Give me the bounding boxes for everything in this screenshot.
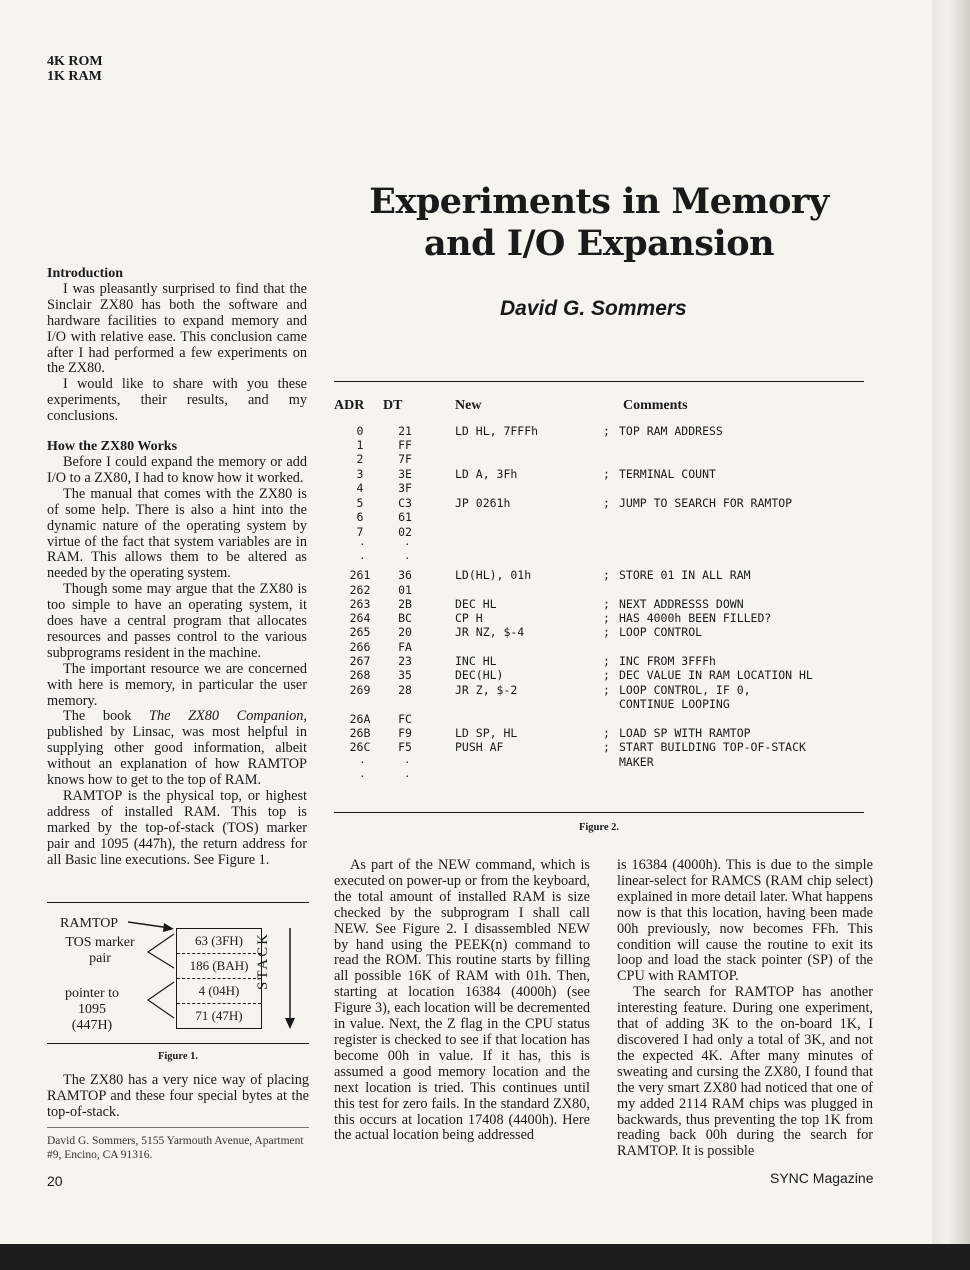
continuation-dot: · <box>360 538 365 553</box>
listing-comment-cell: LOOP CONTROL, IF 0, <box>619 683 751 697</box>
author-byline: David G. Sommers <box>500 297 687 320</box>
listing-adr-cell: 6 <box>356 510 364 524</box>
continuation-dot: · <box>405 770 410 785</box>
listing-dt-cell: C3 <box>398 496 412 510</box>
listing-dt-cell: 61 <box>398 510 412 524</box>
listing-adr-cell: 262 <box>349 583 371 597</box>
listing-new-cell: INC HL <box>455 654 497 668</box>
listing-comment-cell: TERMINAL COUNT <box>619 467 716 481</box>
continuation-dot: · <box>360 756 365 771</box>
paragraph: RAMTOP is the physical top, or highest address of installed RAM. This top is marked by the top-of-stack (TOS) marker pair and 1095 (447h), the return address for all Basic line executions. See Figure 1. <box>47 788 307 868</box>
listing-dt-cell: F9 <box>398 726 412 740</box>
scan-background <box>0 1244 970 1270</box>
listing-new-cell: JP 0261h <box>455 496 511 510</box>
listing-dt-cell: FA <box>398 640 412 654</box>
listing-dt-cell: 23 <box>398 654 412 668</box>
continuation-dot: · <box>405 552 410 567</box>
figure-2-bottom-rule <box>334 812 864 813</box>
listing-dt-cell: 2B <box>398 597 412 611</box>
listing-adr-cell: 26A <box>349 712 371 726</box>
stack-cell: 4 (04H) <box>198 983 240 998</box>
listing-dt-cell: FC <box>398 712 412 726</box>
listing-dt-cell: 21 <box>398 424 412 438</box>
listing-comment-cell: MAKER <box>619 755 654 769</box>
col-header-comments: Comments <box>623 398 688 413</box>
listing-sc-cell: ; <box>603 654 610 668</box>
listing-adr-cell: 265 <box>349 625 371 639</box>
col-header-new: New <box>455 398 482 413</box>
page-edge <box>932 0 970 1244</box>
figure-1-bottom-rule <box>47 1043 309 1044</box>
listing-comment-cell: STORE 01 IN ALL RAM <box>619 568 751 582</box>
listing-adr-cell: 0 <box>356 424 364 438</box>
listing-comment-cell: HAS 4000h BEEN FILLED? <box>619 611 772 625</box>
listing-adr-cell: 26B <box>349 726 371 740</box>
listing-adr-cell: 264 <box>349 611 371 625</box>
listing-sc-cell: ; <box>603 467 610 481</box>
listing-adr-cell: 261 <box>349 568 371 582</box>
section-label-ram: 1K RAM <box>47 69 102 84</box>
paragraph: The important resource we are concerned with here is memory, in particular the user memory. <box>47 660 307 709</box>
paragraph: I was pleasantly surprised to find that the Sinclair ZX80 has both the software and hardware facilities to expand memory and I/O with relative ease. This conclusion came after I had performed a few experiments on the ZX80. <box>47 280 307 377</box>
listing-new-cell: CP H <box>455 611 483 625</box>
title-line-1: Experiments in Memory <box>369 181 829 222</box>
listing-dt-cell: 36 <box>398 568 412 582</box>
section-label-rom: 4K ROM <box>47 54 103 69</box>
column-1 <box>47 266 307 869</box>
listing-new-cell: LD(HL), 01h <box>455 568 532 582</box>
stack-cell: 63 (3FH) <box>194 933 244 948</box>
magazine-name: SYNC Magazine <box>770 1170 874 1186</box>
heading-introduction: Introduction <box>47 266 123 281</box>
listing-sc-cell: ; <box>603 726 610 740</box>
stack-label: STACK <box>255 932 271 990</box>
listing-dt-cell: 01 <box>398 583 412 597</box>
listing-sc-cell: ; <box>603 424 610 438</box>
paragraph: I would like to share with you these experiments, their results, and my conclusions. <box>47 376 307 425</box>
title-line-2: and I/O Expansion <box>423 223 775 264</box>
stack-cell: 71 (47H) <box>195 1008 243 1023</box>
listing-sc-cell: ; <box>603 668 610 682</box>
arrowhead-icon <box>163 923 174 932</box>
continuation-dot: · <box>405 538 410 553</box>
listing-dt-cell: 3E <box>398 467 412 481</box>
listing-new-cell: LD A, 3Fh <box>455 467 518 481</box>
listing-sc-cell: ; <box>603 740 610 754</box>
column-2: As part of the NEW command, which is executed on power-up or from the keyboard, the total amount of installed RAM is size checked by the subprogram I shall call NEW. See Figure 2. I disassembled NEW by hand using the PEEK(n) command to read the ROM. This routine starts by filling all possible 16K of RAM with 01h. Then, starting at location 16384 (4000h) (see Figure 3), each location will be decremented in value. Next, the Z flag in the CPU status register is checked to see if that location has become 00h in value. If it has, this is assumed a good memory location and the next location is tried. This continues until this test for zero fails. In the standard ZX80, this occurs at location 17408 (4400h). Here the actual location being addressed <box>334 857 590 1144</box>
listing-adr-cell: 5 <box>356 496 364 510</box>
listing-sc-cell: ; <box>603 568 610 582</box>
listing-sc-cell: ; <box>603 625 610 639</box>
ramtop-label: RAMTOP <box>60 916 119 931</box>
figure-1-description: The ZX80 has a very nice way of placing RAMTOP and these four special bytes at the top-of-stack. <box>47 1072 309 1120</box>
listing-new-cell: DEC(HL) <box>455 668 504 682</box>
listing-sc-cell: ; <box>603 683 610 697</box>
listing-adr-cell: 269 <box>349 683 371 697</box>
listing-comment-cell: JUMP TO SEARCH FOR RAMTOP <box>619 496 793 510</box>
pointer-label: pointer to 1095 (447H) <box>64 986 120 1033</box>
listing-dt-cell: 28 <box>398 683 412 697</box>
paragraph: The manual that comes with the ZX80 is of some help. There is also a hint into the dynamic nature of the operating system by virtue of the fact that system variables are in RAM. This allows them to be altered as needed by the operating system. <box>47 485 307 582</box>
listing-comment-cell: CONTINUE LOOPING <box>619 697 730 711</box>
stack-down-arrow-icon <box>282 928 298 1030</box>
continuation-dot: · <box>405 756 410 771</box>
listing-dt-cell: 35 <box>398 668 412 682</box>
listing-new-cell: DEC HL <box>455 597 497 611</box>
listing-adr-cell: 2 <box>356 452 364 466</box>
col-header-adr: ADR <box>334 398 365 413</box>
listing-dt-cell: 3F <box>398 481 412 495</box>
listing-adr-cell: 26C <box>349 740 371 754</box>
article-title <box>334 181 864 265</box>
listing-comment-cell: LOAD SP WITH RAMTOP <box>619 726 751 740</box>
listing-dt-cell: BC <box>398 611 412 625</box>
listing-comment-cell: TOP RAM ADDRESS <box>619 424 723 438</box>
listing-dt-cell: FF <box>398 438 412 452</box>
listing-comment-cell: START BUILDING TOP-OF-STACK <box>619 740 806 754</box>
listing-adr-cell: 4 <box>356 481 364 495</box>
listing-adr-cell: 268 <box>349 668 371 682</box>
section-label <box>47 54 103 84</box>
pointer-bracket-icon <box>148 982 174 1018</box>
listing-comment-cell: LOOP CONTROL <box>619 625 703 639</box>
listing-sc-cell: ; <box>603 496 610 510</box>
listing-adr-cell: 1 <box>356 438 364 452</box>
listing-new-cell: LD SP, HL <box>455 726 518 740</box>
listing-new-cell: JR NZ, $-4 <box>455 625 525 639</box>
listing-adr-cell: 3 <box>356 467 364 481</box>
listing-new-cell: LD HL, 7FFFh <box>455 424 539 438</box>
listing-comment-cell: INC FROM 3FFFh <box>619 654 716 668</box>
listing-comment-cell: NEXT ADDRESSS DOWN <box>619 597 744 611</box>
column-3: is 16384 (4000h). This is due to the simple linear-select for RAMCS (RAM chip select) explained in more detail later. What happens now is that this location, having been made 00h previously, now becomes FFh. This condition will cause the routine to exit its loop and load the stack pointer (SP) of the CPU with RAMTOP. The search for RAMTOP has another interesting feature. During one experiment, that of adding 3K to the on-board 1K, I discovered I had only a total of 3K, and not the expected 4K. After many minutes of sweating and cursing the ZX80, I found that the very smart ZX80 had noticed that one of my added 2114 RAM chips was plugged in backwards, thus preventing the top 1K from reading back 00h during the search for RAMTOP. It is possible <box>617 857 873 1160</box>
listing-new-cell: JR Z, $-2 <box>455 683 518 697</box>
tos-bracket-icon <box>148 934 174 968</box>
continuation-dot: · <box>360 770 365 785</box>
paragraph: The book The ZX80 Companion, published by Linsac, was most helpful in supplying other good information, albeit without an explanation of how RAMTOP knows how to get to the top of RAM. <box>47 708 307 789</box>
figure-1-top-rule <box>47 902 309 903</box>
stack-cell: 186 (BAH) <box>189 958 249 973</box>
book-title: The ZX80 Companion <box>149 708 304 725</box>
figure-2-top-rule <box>334 381 864 382</box>
heading-how-zx80-works: How the ZX80 Works <box>47 439 178 455</box>
listing-new-cell: PUSH AF <box>455 740 504 754</box>
listing-comment-cell: DEC VALUE IN RAM LOCATION HL <box>619 668 813 682</box>
listing-adr-cell: 267 <box>349 654 371 668</box>
figure-1-caption: Figure 1. <box>157 1051 199 1062</box>
footnote-rule <box>47 1127 309 1128</box>
listing-sc-cell: ; <box>603 611 610 625</box>
paragraph: Though some may argue that the ZX80 is too simple to have an operating system, it does have a central program that allocates resources and passes control to the various subprograms resident in the machine. <box>47 581 307 661</box>
listing-adr-cell: 7 <box>356 525 364 539</box>
paragraph: Before I could expand the memory or add I/O to a ZX80, I had to know how it worked. <box>47 453 307 486</box>
listing-sc-cell: ; <box>603 597 610 611</box>
listing-dt-cell: F5 <box>398 740 412 754</box>
listing-dt-cell: 02 <box>398 525 412 539</box>
continuation-dot: · <box>360 552 365 567</box>
page-number: 20 <box>47 1173 63 1189</box>
author-address-footnote: David G. Sommers, 5155 Yarmouth Avenue, Apartment #9, Encino, CA 91316. <box>47 1135 304 1161</box>
listing-adr-cell: 266 <box>349 640 371 654</box>
tos-marker-label: TOS marker pair <box>65 935 135 966</box>
listing-dt-cell: 20 <box>398 625 412 639</box>
figure-2-caption: Figure 2. <box>578 822 620 833</box>
figure-1-arrows <box>128 912 180 1032</box>
col-header-dt: DT <box>383 398 403 413</box>
listing-dt-cell: 7F <box>398 452 412 466</box>
listing-adr-cell: 263 <box>349 597 371 611</box>
